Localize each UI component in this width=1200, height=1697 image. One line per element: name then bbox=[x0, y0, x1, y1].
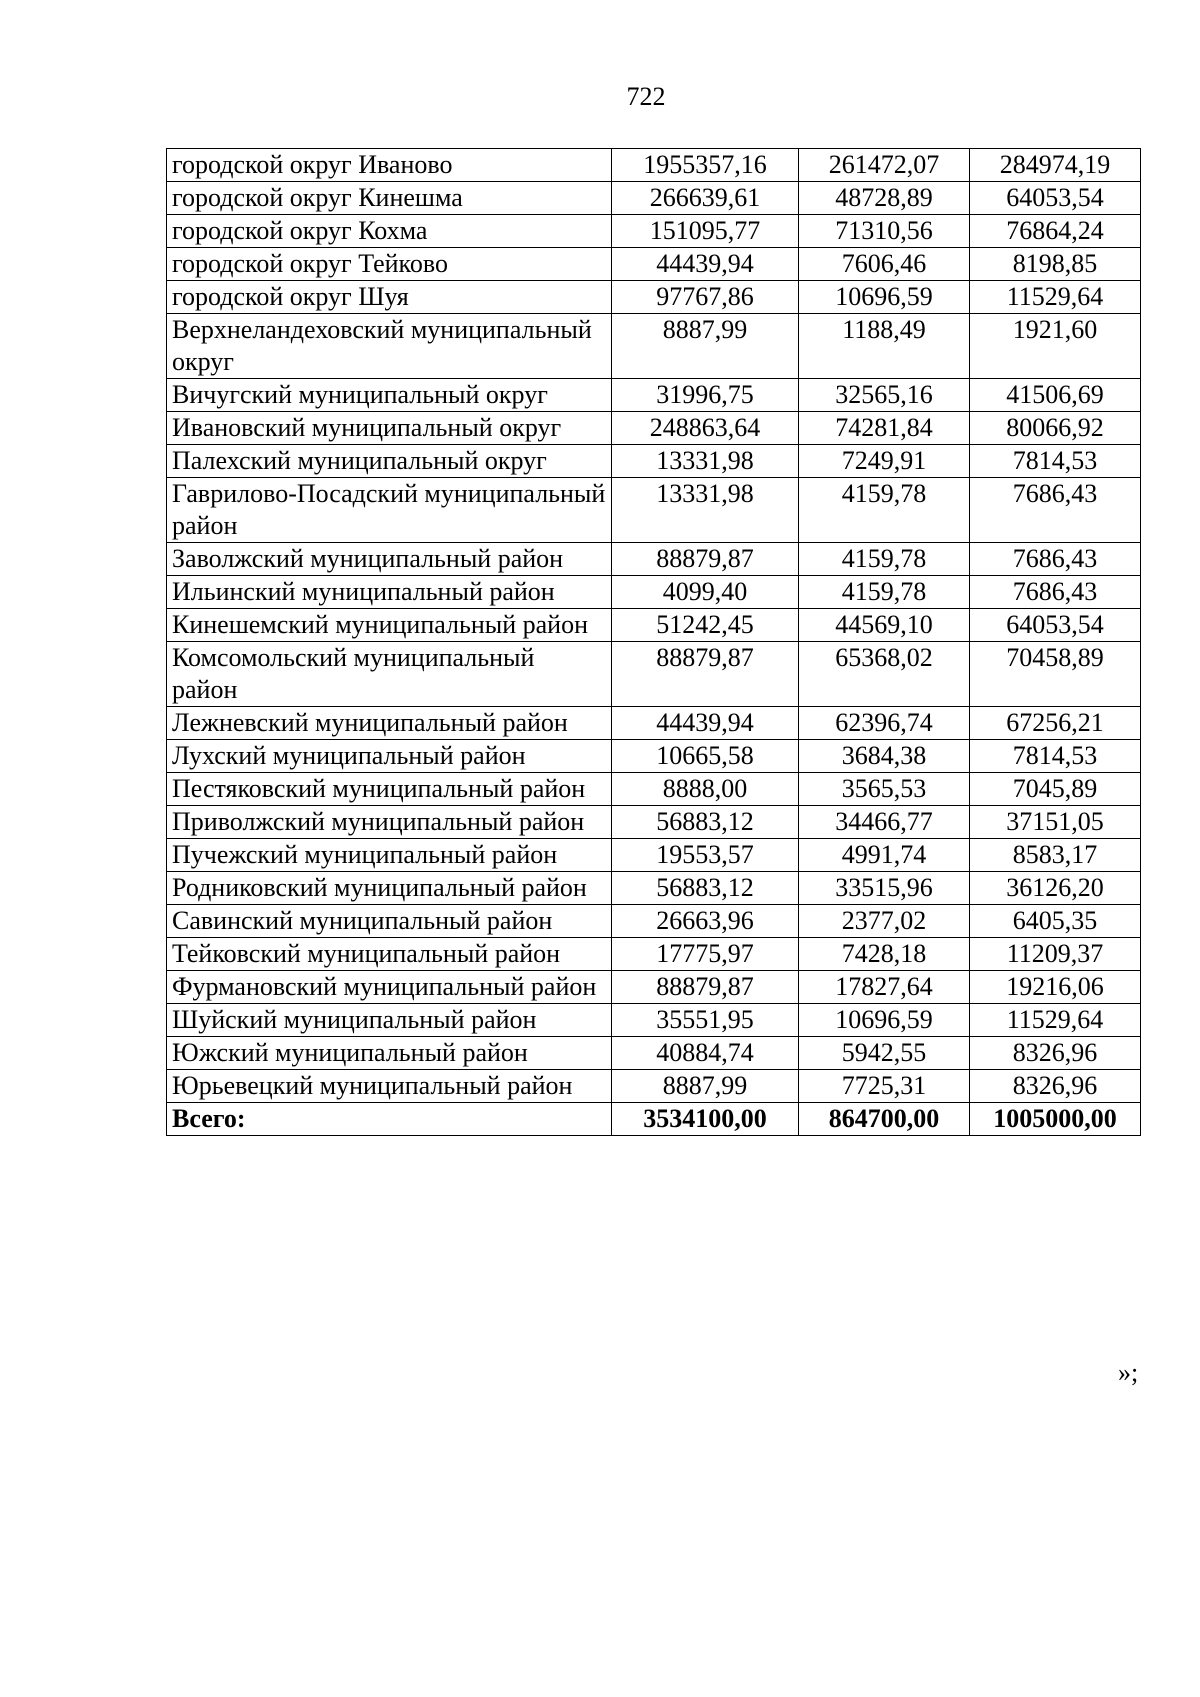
municipality-name: Ильинский муниципальный район bbox=[167, 576, 612, 609]
value-col-1: 4099,40 bbox=[612, 576, 799, 609]
table-row bbox=[167, 971, 1141, 1004]
value-col-2: 7606,46 bbox=[799, 248, 970, 281]
value-col-3: 11529,64 bbox=[970, 281, 1141, 314]
table-row bbox=[167, 1004, 1141, 1037]
municipality-name: Южский муниципальный район bbox=[167, 1037, 612, 1070]
value-col-2: 44569,10 bbox=[799, 609, 970, 642]
municipality-name: Ивановский муниципальный округ bbox=[167, 412, 612, 445]
value-col-1: 88879,87 bbox=[612, 543, 799, 576]
value-col-2: 4159,78 bbox=[799, 543, 970, 576]
value-col-1: 40884,74 bbox=[612, 1037, 799, 1070]
value-col-3: 11529,64 bbox=[970, 1004, 1141, 1037]
value-col-3: 8583,17 bbox=[970, 839, 1141, 872]
value-col-3: 41506,69 bbox=[970, 379, 1141, 412]
municipality-name: Родниковский муниципальный район bbox=[167, 872, 612, 905]
closing-quote-mark: »; bbox=[1118, 1358, 1139, 1387]
total-row bbox=[167, 1103, 1141, 1136]
value-col-1: 56883,12 bbox=[612, 872, 799, 905]
value-col-2: 7249,91 bbox=[799, 445, 970, 478]
total-value-2: 864700,00 bbox=[799, 1103, 970, 1136]
municipality-name: Палехский муниципальный округ bbox=[167, 445, 612, 478]
value-col-1: 248863,64 bbox=[612, 412, 799, 445]
value-col-2: 71310,56 bbox=[799, 215, 970, 248]
value-col-1: 13331,98 bbox=[612, 445, 799, 478]
municipality-name: Фурмановский муниципальный район bbox=[167, 971, 612, 1004]
value-col-3: 11209,37 bbox=[970, 938, 1141, 971]
value-col-1: 35551,95 bbox=[612, 1004, 799, 1037]
table-row bbox=[167, 576, 1141, 609]
table-row bbox=[167, 1037, 1141, 1070]
value-col-2: 3565,53 bbox=[799, 773, 970, 806]
value-col-2: 2377,02 bbox=[799, 905, 970, 938]
table-row bbox=[167, 740, 1141, 773]
municipality-name: Пестяковский муниципальный район bbox=[167, 773, 612, 806]
value-col-2: 34466,77 bbox=[799, 806, 970, 839]
table-row bbox=[167, 707, 1141, 740]
value-col-2: 7725,31 bbox=[799, 1070, 970, 1103]
municipality-name: Кинешемский муниципальный район bbox=[167, 609, 612, 642]
table-row bbox=[167, 445, 1141, 478]
table-row bbox=[167, 543, 1141, 576]
municipality-name: Тейковский муниципальный район bbox=[167, 938, 612, 971]
table-row bbox=[167, 642, 1141, 707]
value-col-2: 62396,74 bbox=[799, 707, 970, 740]
table-row bbox=[167, 609, 1141, 642]
table-row bbox=[167, 248, 1141, 281]
value-col-2: 65368,02 bbox=[799, 642, 970, 707]
value-col-3: 6405,35 bbox=[970, 905, 1141, 938]
value-col-1: 19553,57 bbox=[612, 839, 799, 872]
value-col-3: 7686,43 bbox=[970, 478, 1141, 543]
table-row bbox=[167, 149, 1141, 182]
value-col-1: 56883,12 bbox=[612, 806, 799, 839]
value-col-1: 8887,99 bbox=[612, 1070, 799, 1103]
value-col-2: 4991,74 bbox=[799, 839, 970, 872]
value-col-1: 26663,96 bbox=[612, 905, 799, 938]
value-col-3: 7045,89 bbox=[970, 773, 1141, 806]
total-label: Всего: bbox=[167, 1103, 612, 1136]
table-row bbox=[167, 1070, 1141, 1103]
value-col-3: 37151,05 bbox=[970, 806, 1141, 839]
municipality-name: Комсомольский муниципальный район bbox=[167, 642, 612, 707]
value-col-3: 8326,96 bbox=[970, 1070, 1141, 1103]
municipality-name: Вичугский муниципальный округ bbox=[167, 379, 612, 412]
value-col-2: 7428,18 bbox=[799, 938, 970, 971]
table-row bbox=[167, 412, 1141, 445]
value-col-3: 7686,43 bbox=[970, 543, 1141, 576]
value-col-1: 31996,75 bbox=[612, 379, 799, 412]
value-col-3: 67256,21 bbox=[970, 707, 1141, 740]
value-col-3: 64053,54 bbox=[970, 182, 1141, 215]
table-row bbox=[167, 215, 1141, 248]
table-row bbox=[167, 905, 1141, 938]
municipality-name: Верхнеландеховский муниципальный округ bbox=[167, 314, 612, 379]
value-col-1: 8887,99 bbox=[612, 314, 799, 379]
table-body bbox=[167, 149, 1141, 1136]
value-col-1: 13331,98 bbox=[612, 478, 799, 543]
value-col-3: 7814,53 bbox=[970, 445, 1141, 478]
municipality-name: Заволжский муниципальный район bbox=[167, 543, 612, 576]
value-col-1: 10665,58 bbox=[612, 740, 799, 773]
table-row bbox=[167, 281, 1141, 314]
value-col-3: 76864,24 bbox=[970, 215, 1141, 248]
value-col-1: 97767,86 bbox=[612, 281, 799, 314]
value-col-1: 88879,87 bbox=[612, 642, 799, 707]
value-col-2: 10696,59 bbox=[799, 281, 970, 314]
value-col-2: 17827,64 bbox=[799, 971, 970, 1004]
value-col-2: 4159,78 bbox=[799, 576, 970, 609]
value-col-3: 8198,85 bbox=[970, 248, 1141, 281]
municipality-name: Приволжский муниципальный район bbox=[167, 806, 612, 839]
table-row bbox=[167, 839, 1141, 872]
value-col-2: 1188,49 bbox=[799, 314, 970, 379]
municipality-name: Шуйский муниципальный район bbox=[167, 1004, 612, 1037]
table-row bbox=[167, 379, 1141, 412]
table-row bbox=[167, 478, 1141, 543]
municipality-name: Лежневский муниципальный район bbox=[167, 707, 612, 740]
municipality-name: городской округ Тейково bbox=[167, 248, 612, 281]
value-col-3: 284974,19 bbox=[970, 149, 1141, 182]
value-col-1: 51242,45 bbox=[612, 609, 799, 642]
municipality-name: Лухский муниципальный район bbox=[167, 740, 612, 773]
municipality-name: городской округ Кохма bbox=[167, 215, 612, 248]
value-col-1: 151095,77 bbox=[612, 215, 799, 248]
value-col-2: 5942,55 bbox=[799, 1037, 970, 1070]
value-col-2: 74281,84 bbox=[799, 412, 970, 445]
value-col-3: 80066,92 bbox=[970, 412, 1141, 445]
municipality-name: Юрьевецкий муниципальный район bbox=[167, 1070, 612, 1103]
value-col-2: 10696,59 bbox=[799, 1004, 970, 1037]
total-value-3: 1005000,00 bbox=[970, 1103, 1141, 1136]
municipality-name: Савинский муниципальный район bbox=[167, 905, 612, 938]
table-row bbox=[167, 938, 1141, 971]
value-col-2: 261472,07 bbox=[799, 149, 970, 182]
value-col-1: 1955357,16 bbox=[612, 149, 799, 182]
value-col-2: 48728,89 bbox=[799, 182, 970, 215]
municipality-name: городской округ Кинешма bbox=[167, 182, 612, 215]
total-value-1: 3534100,00 bbox=[612, 1103, 799, 1136]
municipality-name: городской округ Иваново bbox=[167, 149, 612, 182]
value-col-1: 88879,87 bbox=[612, 971, 799, 1004]
municipality-name: Пучежский муниципальный район bbox=[167, 839, 612, 872]
value-col-1: 17775,97 bbox=[612, 938, 799, 971]
value-col-3: 70458,89 bbox=[970, 642, 1141, 707]
value-col-2: 33515,96 bbox=[799, 872, 970, 905]
value-col-3: 1921,60 bbox=[970, 314, 1141, 379]
value-col-3: 64053,54 bbox=[970, 609, 1141, 642]
value-col-2: 32565,16 bbox=[799, 379, 970, 412]
table-row bbox=[167, 314, 1141, 379]
value-col-2: 3684,38 bbox=[799, 740, 970, 773]
value-col-3: 7686,43 bbox=[970, 576, 1141, 609]
value-col-1: 266639,61 bbox=[612, 182, 799, 215]
value-col-3: 7814,53 bbox=[970, 740, 1141, 773]
table-row bbox=[167, 182, 1141, 215]
value-col-3: 8326,96 bbox=[970, 1037, 1141, 1070]
municipality-name: городской округ Шуя bbox=[167, 281, 612, 314]
table-row bbox=[167, 806, 1141, 839]
page-number: 722 bbox=[626, 82, 666, 111]
allocation-table bbox=[166, 148, 1141, 1136]
value-col-2: 4159,78 bbox=[799, 478, 970, 543]
table-row bbox=[167, 872, 1141, 905]
value-col-3: 19216,06 bbox=[970, 971, 1141, 1004]
value-col-1: 44439,94 bbox=[612, 707, 799, 740]
value-col-3: 36126,20 bbox=[970, 872, 1141, 905]
value-col-1: 8888,00 bbox=[612, 773, 799, 806]
table-row bbox=[167, 773, 1141, 806]
municipality-name: Гаврилово-Посадский муниципальный район bbox=[167, 478, 612, 543]
value-col-1: 44439,94 bbox=[612, 248, 799, 281]
